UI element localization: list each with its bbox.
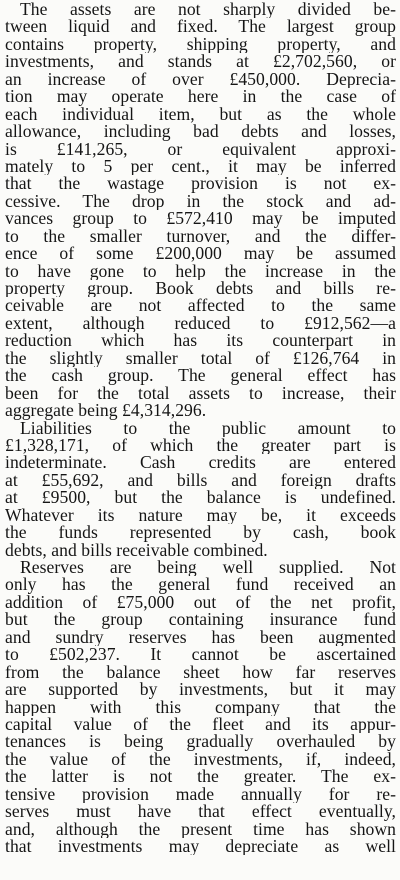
text-line: Reserves are being well supplied. Not (20, 559, 396, 577)
text-line: The assets are not sharply divided be- (20, 1, 396, 19)
text-line: ceivable are not affected to the same (5, 297, 396, 315)
text-line: tenances is being gradually overhauled by (5, 733, 396, 751)
text-line: debts, and bills receivable combined. (5, 541, 268, 559)
text-line: happen with this company that the (5, 698, 396, 716)
text-line: only has the general fund received an (5, 576, 396, 594)
text-line: and, although the present time has shown (5, 820, 396, 838)
text-line: aggregate being £4,314,296. (5, 402, 207, 420)
text-line: serves must have that effect eventually, (5, 803, 396, 821)
text-line: Liabilities to the public amount to (20, 419, 396, 437)
text-line: the slightly smaller total of £126,764 in (5, 349, 396, 368)
text-line: that investments may depreciate as well (5, 838, 396, 856)
text-line: each individual item, but as the whole (5, 105, 396, 124)
text-line: tween liquid and fixed. The largest group (5, 18, 396, 36)
text-line: to the smaller turnover, and the differ- (5, 227, 396, 246)
text-line: and sundry reserves has been augmented (5, 628, 396, 647)
text-line: at £55,692, and bills and foreign drafts (5, 471, 396, 490)
text-line: the funds represented by cash, book (5, 524, 396, 542)
text-line: are supported by investments, but it may (5, 681, 396, 699)
text-line: the cash group. The general effect has (5, 367, 396, 385)
text-line: been for the total assets to increase, their (5, 384, 396, 403)
text-line: vances group to £572,410 may be imputed (5, 210, 396, 228)
text-line: property group. Book debts and bills re- (5, 280, 396, 298)
text-line: that the wastage provision is not ex- (5, 175, 396, 193)
text-line: tion may operate here in the case of (5, 88, 396, 106)
text-line: the latter is not the greater. The ex- (5, 768, 396, 786)
text-line: capital value of the fleet and its appur- (5, 715, 396, 734)
paragraph-liabilities (5, 420, 396, 560)
text-line: ence of some £200,000 may be assumed (5, 245, 396, 263)
text-line: at £9500, but the balance is undefined. (5, 489, 396, 507)
text-line: an increase of over £450,000. Deprecia- (5, 70, 396, 89)
text-line: allowance, including bad debts and losses, (5, 123, 396, 141)
paragraph-reserves (5, 559, 396, 855)
text-line: to have gone to help the increase in the (5, 262, 396, 280)
text-line: extent, although reduced to £912,562—a (5, 314, 396, 333)
text-line: Whatever its nature may be, it exceeds (5, 506, 396, 525)
text-line: indeterminate. Cash credits are entered (5, 454, 396, 472)
text-line: addition of £75,000 out of the net profit, (5, 593, 396, 612)
text-line: from the balance sheet how far reserves (5, 663, 396, 682)
text-line: mately to 5 per cent., it may be inferred (5, 157, 396, 176)
text-line: tensive provision made annually for re- (5, 785, 396, 804)
text-line: is £141,265, or equivalent approxi- (5, 140, 396, 158)
text-line: the value of the investments, if, indeed, (5, 750, 396, 769)
text-line: contains property, shipping property, and (5, 35, 396, 54)
text-line: to £502,237. It cannot be ascertained (5, 646, 396, 664)
text-line: £1,328,171, of which the greater part is (5, 436, 396, 455)
paragraph-assets (5, 1, 396, 420)
text-line: reduction which has its counterpart in (5, 332, 396, 350)
text-line: but the group containing insurance fund (5, 611, 396, 629)
text-line: cessive. The drop in the stock and ad- (5, 192, 396, 211)
text-line: investments, and stands at £2,702,560, or (5, 53, 396, 71)
